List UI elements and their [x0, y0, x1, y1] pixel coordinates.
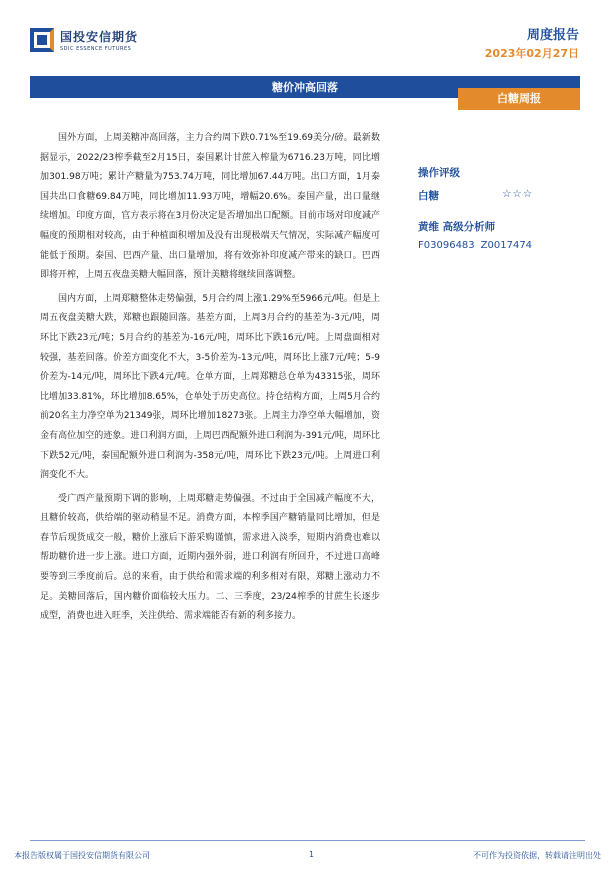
- side-panel: [418, 165, 588, 251]
- report-type: 周度报告: [526, 28, 579, 43]
- footer-disclaimer: 不可作为投资依据，转载请注明出处: [473, 851, 601, 860]
- logo-name-en: SDIC ESSENCE FUTURES: [60, 46, 132, 52]
- company-logo: [30, 28, 138, 52]
- footer-divider: [30, 840, 585, 841]
- analyst-name: 黄维 高级分析师: [418, 221, 496, 233]
- rating-title: 操作评级: [418, 167, 460, 179]
- footer-copyright: 本报告版权属于国投安信期货有限公司: [14, 851, 150, 860]
- page-number: 1: [309, 850, 315, 859]
- report-date: 2023年02月27日: [484, 47, 579, 60]
- paragraph-outlook: 受广西产量预期下调的影响，上周郑糖走势偏强。不过由于全国减产幅度不大，且糖价较高，供给端的驱动稍显不足。消费方面，本榨季国产糖销量同比增加，但是春节后现货成交一般，糖价上涨后下游采购谨慎，需求进入淡季，短期内消费也难以帮助糖价进一步上涨。进口方面，近期内强外弱，进口利润有所回升，不过进口高峰要等到三季度前后。总的来看，由于供给和需求端的利多相对有限，郑糖上涨动力不足。美糖回落后，国内糖价面临较大压力。二、三季度，23/24榨季的甘蔗生长逐步成型，消费也进入旺季，关注供给、需求端能否有新的利多接力。: [40, 493, 380, 622]
- rating-row: [418, 188, 588, 203]
- logo-mark-icon: [30, 28, 54, 52]
- logo-name-cn: 国投安信期货: [60, 30, 139, 44]
- paragraph-foreign: 国外方面，上周美糖冲高回落，主力合约周下跌0.71%至19.69美分/磅。最新数据显示，2022/23榨季截至2月15日，泰国累计甘蔗入榨量为6716.23万吨，同比增加301.98万吨；累计产糖量为753.74万吨，同比增加67.44万吨。出口方面，1月泰国共出口食糖69.84万吨，同比增加11.93万吨，增幅20.6%。泰国产量，出口量继续增加。印度方面，官方表示将在3月份决定是否增加出口配额。目前市场对印度减产幅度的预期相对较高，由于种植面积增加及没有出现极端天气情况，实际减产幅度可能低于预期。泰国、巴西产量、出口量增加，将有效弥补印度减产带来的缺口。巴西即将开榨，上周五夜盘美糖大幅回落，预计美糖将继续回落调整。: [40, 133, 380, 281]
- report-tag: 白糖周报: [458, 88, 580, 110]
- rating-stars-icon: ☆☆☆: [502, 188, 534, 200]
- analyst-id-2: Z0017474: [480, 240, 533, 251]
- page-title: 糖价冲高回落: [272, 81, 338, 94]
- body-text: [40, 129, 380, 631]
- paragraph-domestic: 国内方面，上周郑糖整体走势偏强，5月合约周上涨1.29%至5966元/吨。但是上周五夜盘美糖大跌，郑糖也跟随回落。基差方面，上周3月合约的基差为-3元/吨，周环比下跌23元/吨；5月合约的基差为-16元/吨，周环比下跌16元/吨。上周盘面相对较强，基差回落。价差方面变化不大，3-5价差为-13元/吨，周环比上涨7元/吨；5-9价差为-14元/吨，周环比下跌4元/吨。仓单方面，上周郑糖总仓单为43315张，周环比增加33.81%，环比增加8.65%，仓单处于历史高位。持仓结构方面，上周5月合约前20名主力净空单为21349张，周环比增加18273张。上周主力净空单大幅增加，资金有高位加空的迹象。进口利润方面，上周巴西配额外进口利润为-391元/吨，周环比下跌52元/吨，泰国配额外进口利润为-358元/吨，周环比下跌23元/吨。上周进口利润变化不大。: [40, 293, 380, 481]
- analyst-ids: [418, 240, 588, 251]
- analyst-id-1: F03096483: [418, 240, 475, 251]
- rating-item: 白糖: [418, 190, 439, 202]
